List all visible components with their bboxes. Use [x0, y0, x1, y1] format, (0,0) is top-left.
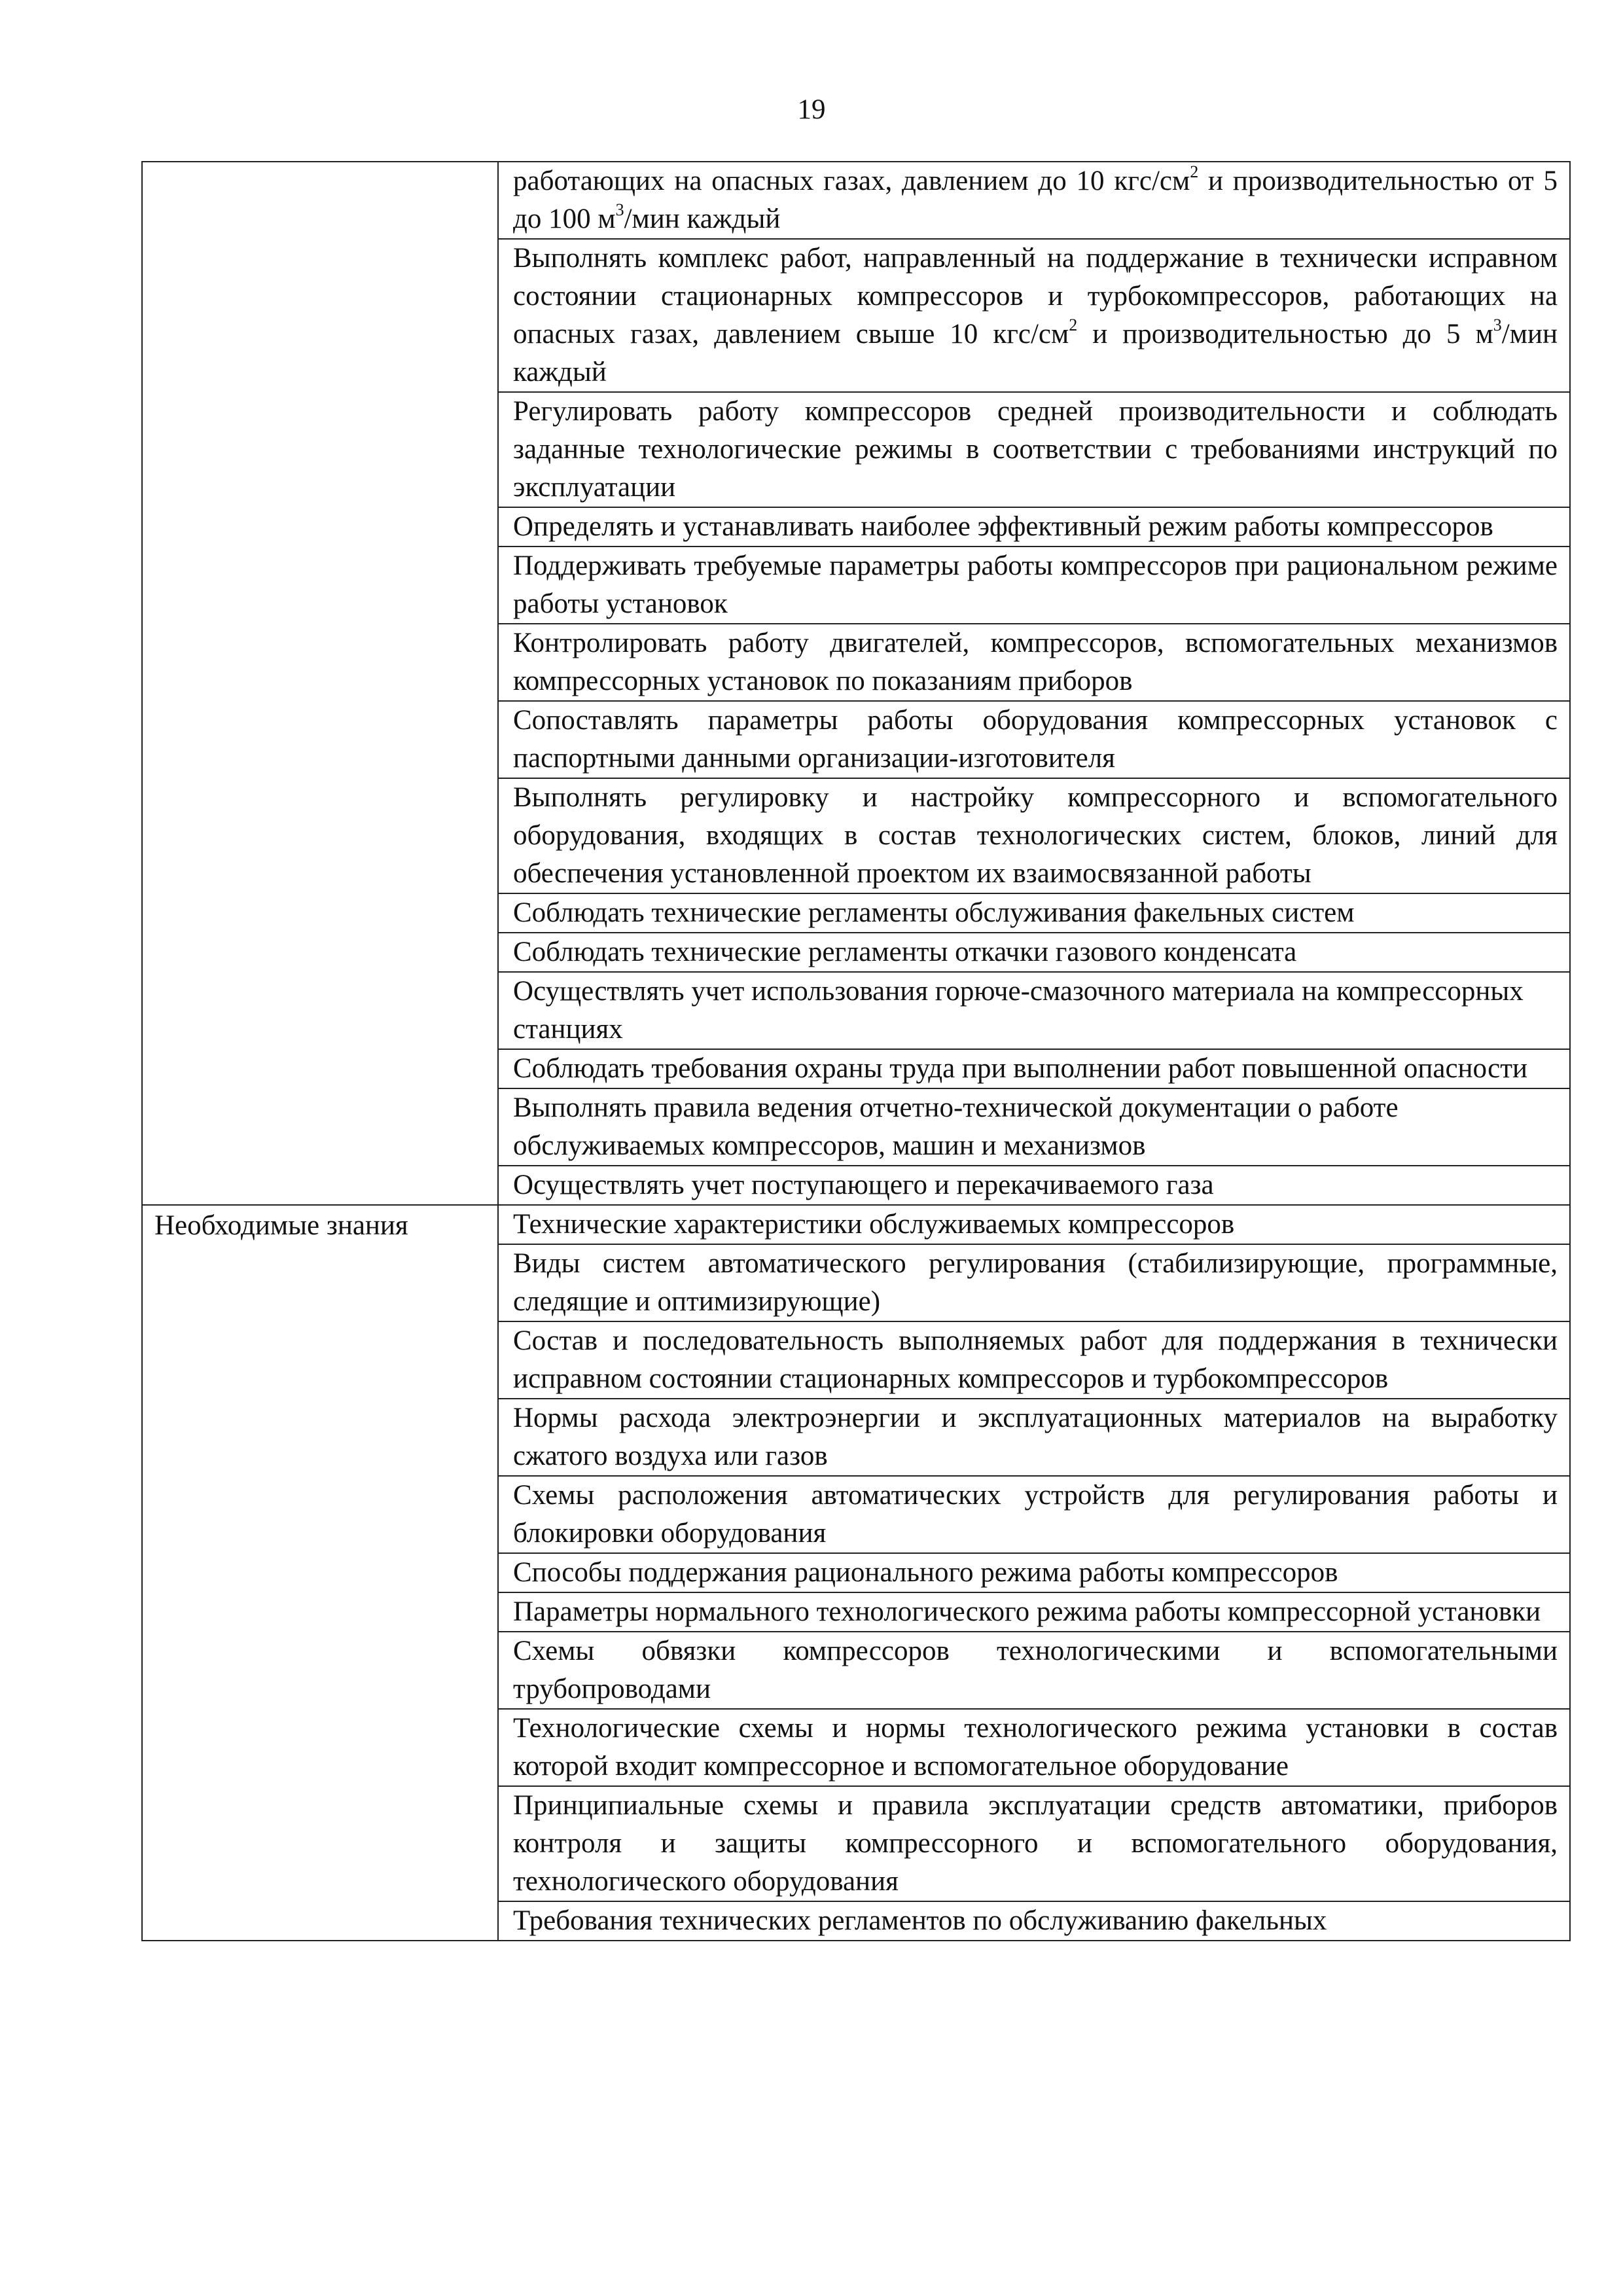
list-item: Схемы обвязки компрессоров технологическими и вспомогательными трубопроводами [499, 1631, 1569, 1708]
list-item: Соблюдать требования охраны труда при выполнении работ повышенной опасности [499, 1049, 1569, 1088]
item-text-part: Выполнять комплекс работ, направленный на поддержание в технически исправном состоянии стационарных компрессоров и турбокомпрессоров, работающих на опасных газах, давлением свыше 10 кгс/см [513, 243, 1558, 350]
table-row [142, 162, 1570, 1205]
list-item: Состав и последовательность выполняемых работ для поддержания в технически исправном состоянии стационарных компрессоров и турбокомпрессоров [499, 1321, 1569, 1398]
list-item: Требования технических регламентов по обслуживанию факельных [499, 1901, 1569, 1940]
section-label: Необходимые знания [154, 1210, 408, 1241]
section-label [143, 162, 497, 164]
section-label-cell [142, 162, 498, 1205]
list-item: Регулировать работу компрессоров средней производительности и соблюдать заданные технологические режимы в соответствии с требованиями инструкций по эксплуатации [499, 391, 1569, 507]
list-item: Соблюдать технические регламенты откачки газового конденсата [499, 932, 1569, 971]
competency-table [141, 161, 1571, 1941]
list-item: Осуществлять учет поступающего и перекачиваемого газа [499, 1165, 1569, 1204]
list-item: Определять и устанавливать наиболее эффективный режим работы компрессоров [499, 507, 1569, 546]
list-item: Параметры нормального технологического режима работы компрессорной установки [499, 1592, 1569, 1631]
item-text-part: и производительностью от 5 до 100 м [513, 166, 1558, 234]
list-item: Технологические схемы и нормы технологического режима установки в состав которой входит компрессорное и вспомогательное оборудование [499, 1708, 1569, 1785]
list-item: Способы поддержания рационального режима работы компрессоров [499, 1552, 1569, 1592]
item-text-part: /мин каждый [513, 319, 1558, 387]
list-item [499, 162, 1569, 238]
list-item: Нормы расхода электроэнергии и эксплуатационных материалов на выработку сжатого воздуха или газов [499, 1398, 1569, 1475]
list-item: Соблюдать технические регламенты обслуживания факельных систем [499, 893, 1569, 932]
list-item: Технические характеристики обслуживаемых компрессоров [513, 1209, 1235, 1240]
list-item: Сопоставлять параметры работы оборудования компрессорных установок с паспортными данными организации-изготовителя [499, 700, 1569, 778]
section-items-cell [498, 1205, 1570, 1941]
list-item: Выполнять правила ведения отчетно-технической документации о работе обслуживаемых компрессоров, машин и механизмов [499, 1088, 1569, 1165]
list-item: Виды систем автоматического регулирования (стабилизирующие, программные, следящие и оптимизирующие) [499, 1244, 1569, 1321]
item-text-part: 3 [1493, 315, 1502, 334]
section-label-cell [142, 1205, 498, 1941]
item-text-part: 2 [1190, 162, 1199, 181]
list-item: Схемы расположения автоматических устройств для регулирования работы и блокировки оборудования [499, 1475, 1569, 1552]
item-text-part: работающих на опасных газах, давлением до 10 кгс/см [513, 166, 1190, 196]
table-row [142, 1205, 1570, 1941]
item-text-part: /мин каждый [624, 204, 781, 234]
list-item [499, 238, 1569, 391]
item-text-part: и производительностью до 5 м [1077, 319, 1493, 350]
list-item: Выполнять регулировку и настройку компрессорного и вспомогательного оборудования, входящих в состав технологических систем, блоков, линий для обеспечения установленной проектом их взаимосвязанной работы [499, 778, 1569, 893]
section-items-cell [498, 162, 1570, 1205]
list-item: Осуществлять учет использования горюче-смазочного материала на компрессорных станциях [499, 971, 1569, 1049]
item-text-part: 2 [1069, 315, 1078, 334]
list-item: Принципиальные схемы и правила эксплуатации средств автоматики, приборов контроля и защиты компрессорного и вспомогательного оборудования, технологического оборудования [499, 1785, 1569, 1901]
item-text-part: 3 [615, 200, 624, 219]
list-item: Контролировать работу двигателей, компрессоров, вспомогательных механизмов компрессорных установок по показаниям приборов [499, 623, 1569, 700]
page-number: 19 [797, 94, 826, 125]
list-item: Поддерживать требуемые параметры работы компрессоров при рациональном режиме работы установок [499, 546, 1569, 623]
